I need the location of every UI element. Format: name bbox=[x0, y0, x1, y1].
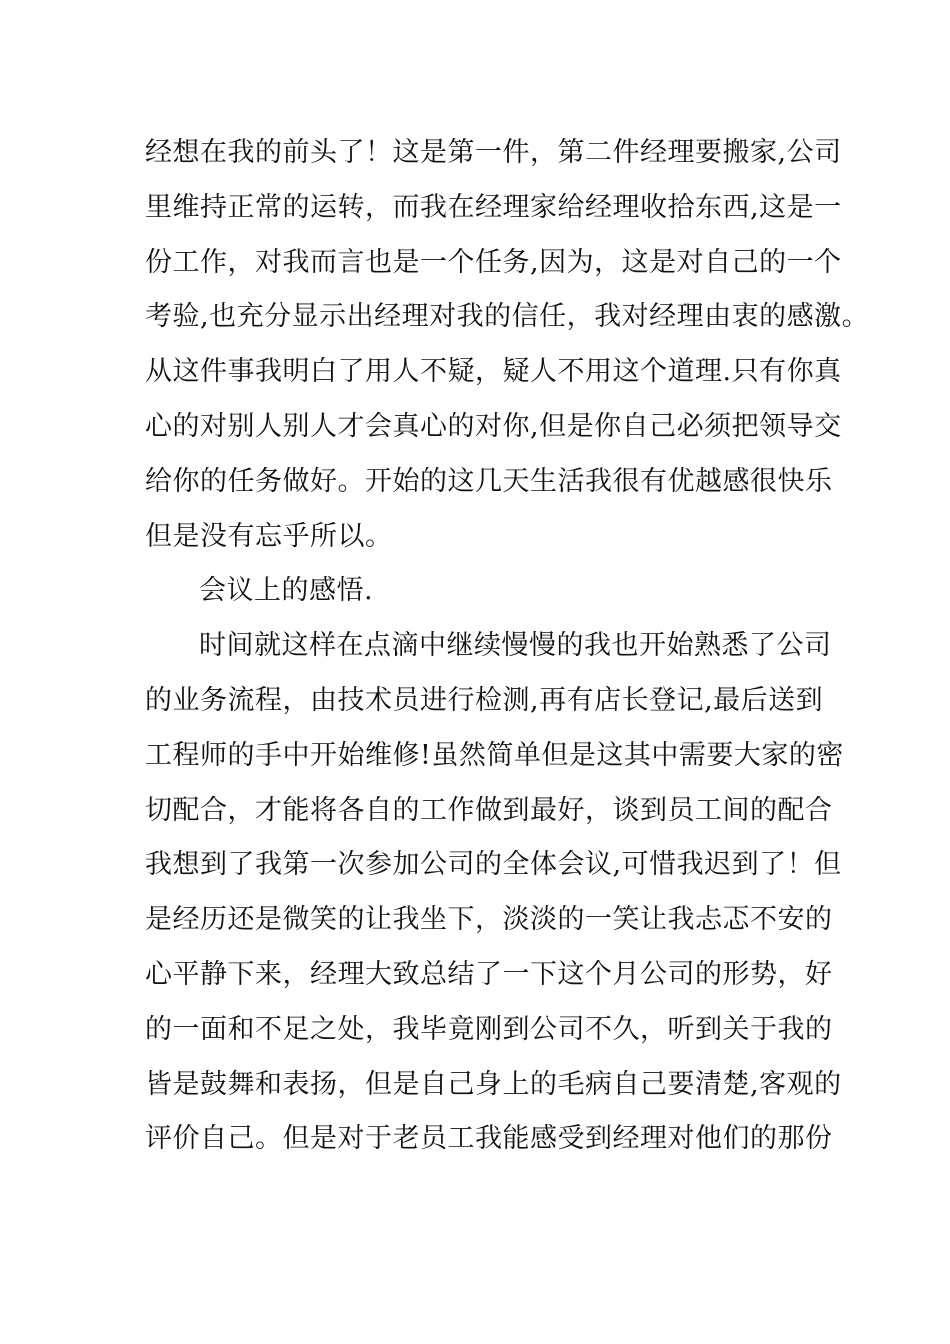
text-line: 的一面和不足之处，我毕竟刚到公司不久，听到关于我的 bbox=[145, 1013, 833, 1045]
document-body bbox=[145, 126, 870, 1167]
text-line: 给你的任务做好。开始的这几天生活我很有优越感很快乐 bbox=[145, 465, 833, 497]
text-line: 心平静下来，经理大致总结了一下这个月公司的形势，好 bbox=[145, 958, 833, 990]
text-line: 份工作，对我而言也是一个任务,因为，这是对自己的一个 bbox=[145, 246, 842, 278]
text-line: 里维持正常的运转，而我在经理家给经理收拾东西,这是一 bbox=[145, 191, 842, 223]
text-line: 我想到了我第一次参加公司的全体会议,可惜我迟到了！但 bbox=[145, 849, 842, 881]
text-line: 是经历还是微笑的让我坐下，淡淡的一笑让我忐忑不安的 bbox=[145, 904, 833, 936]
text-line: 心的对别人别人才会真心的对你,但是你自己必须把领导交 bbox=[145, 410, 842, 442]
paragraph-start-line: 时间就这样在点滴中继续慢慢的我也开始熟悉了公司 bbox=[199, 630, 832, 662]
text-line: 考验,也充分显示出经理对我的信任，我对经理由衷的感激。 bbox=[145, 301, 870, 333]
text-line: 经想在我的前头了！这是第一件，第二件经理要搬家,公司 bbox=[145, 137, 842, 168]
text-line: 但是没有忘乎所以。 bbox=[145, 520, 393, 552]
text-line: 从这件事我明白了用人不疑，疑人不用这个道理.只有你真 bbox=[145, 356, 842, 388]
text-line: 切配合，才能将各自的工作做到最好，谈到员工间的配合 bbox=[145, 794, 833, 826]
text-line: 皆是鼓舞和表扬，但是自己身上的毛病自己要清楚,客观的 bbox=[145, 1068, 842, 1100]
text-line: 的业务流程，由技术员进行检测,再有店长登记,最后送到 bbox=[145, 684, 824, 716]
text-line: 评价自己。但是对于老员工我能感受到经理对他们的那份 bbox=[145, 1123, 833, 1155]
section-heading: 会议上的感悟. bbox=[199, 575, 374, 607]
text-line: 工程师的手中开始维修!虽然简单但是这其中需要大家的密 bbox=[145, 739, 844, 771]
